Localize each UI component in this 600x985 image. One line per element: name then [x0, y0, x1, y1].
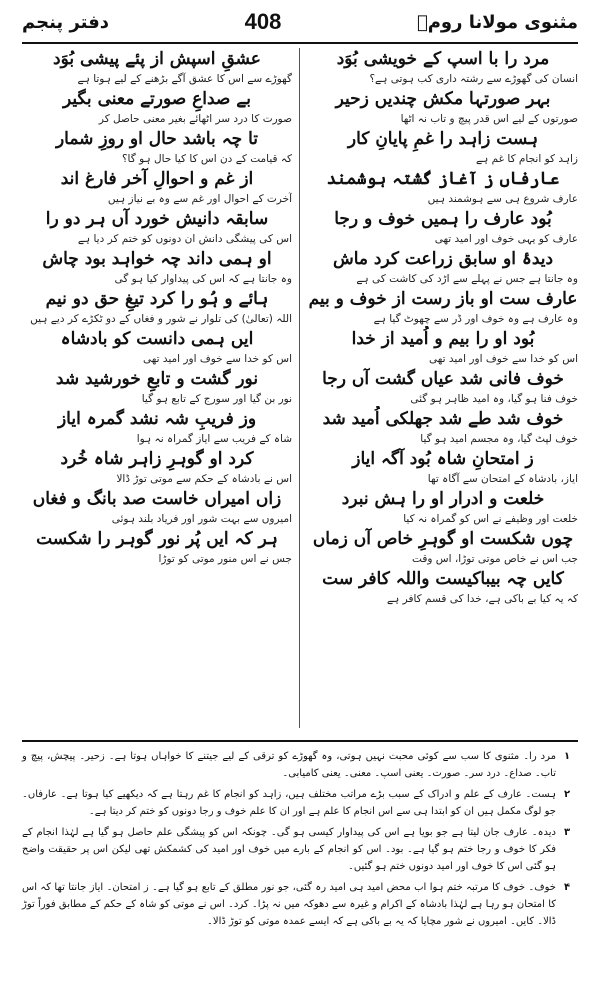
- verse-line: عشقِ اسپش از پئے پیشی بُوَد: [53, 49, 261, 69]
- footnote-number: ۱: [563, 751, 571, 762]
- page-number: 408: [244, 9, 282, 34]
- couplet: [308, 446, 578, 486]
- translation-line: وہ عارف ہے وہ خوف اور ڈر سے چھوٹ گیا ہے: [373, 313, 578, 325]
- verse-line: وز فریبِ شہ نشد گمرہ ایاز: [57, 409, 257, 429]
- couplet: [22, 446, 292, 486]
- translation-line: وہ جانتا ہے جس نے پہلے سے اڑد کی کاشت کی ہے: [356, 273, 578, 285]
- couplet: [308, 326, 578, 366]
- verse-line: زاں امیراں خاست صد بانگ و فغاں: [32, 489, 282, 509]
- couplet: [308, 126, 578, 166]
- verse-line: عارفاں ز آغاز گشتہ ہوشمند: [326, 169, 560, 189]
- footnote-number: ۳: [563, 827, 571, 838]
- couplet: [308, 206, 578, 246]
- couplet: [308, 86, 578, 126]
- verse-line: کرد او گوہرِ زاہر شاہ خُرد: [60, 449, 254, 469]
- translation-line: خلعت اور وظیفے نے اس کو گمراہ نہ کیا: [403, 513, 578, 525]
- couplet: [22, 366, 292, 406]
- verse-line: عارف ست او باز رست از خوف و بیم: [308, 289, 578, 309]
- verse-line: بُود او را بیم و اُمید از خدا: [351, 329, 535, 349]
- translation-line: گھوڑے سے اس کا عشق آگے بڑھنے کے لیے ہوتا ہے: [77, 73, 292, 85]
- translation-line: شاہ کے فریب سے ایاز گمراہ نہ ہوا: [136, 433, 292, 445]
- verse-line: کایں چہ بیباکیست واللہ کافر ست: [322, 569, 564, 589]
- translation-line: اللہ (تعالیٰ) کی تلوار نے شور و فغاں کے دو ٹکڑے کر دیے ہیں: [30, 313, 292, 325]
- footnote: [22, 786, 578, 820]
- couplet: [308, 566, 578, 606]
- translation-line: کہ یہ کیا بے باکی ہے، خدا کی قسم کافر ہے: [387, 593, 578, 605]
- footnotes: [22, 748, 578, 934]
- translation-line: صورت کا درد سر اٹھائے بغیر معنی حاصل کر: [98, 113, 292, 125]
- translation-line: امیروں سے بہت شور اور فریاد بلند ہوئی: [111, 513, 292, 525]
- couplet: [308, 246, 578, 286]
- verse-line: نور گشت و تابعِ خورشید شد: [55, 369, 259, 389]
- translation-line: انسان کی گھوڑے سے رشتہ داری کب ہوتی ہے؟: [369, 73, 578, 85]
- verse-line: ہائے و ہُو را کرد تیغِ حق دو نیم: [45, 289, 269, 309]
- couplet: [22, 406, 292, 446]
- translation-line: خوف لپٹ گیا، وہ مجسم امید ہو گیا: [420, 433, 578, 445]
- verse-line: بہر صورتہا مکش چندیں زحیر: [335, 89, 551, 109]
- translation-line: اس کو خدا سے خوف اور امید تھی: [143, 353, 292, 365]
- verse-line: چوں شکست او گوہرِ خاص آں زماں: [312, 529, 574, 549]
- footnote: [22, 879, 578, 930]
- footnote-text: خوف۔ خوف کا مرتبہ ختم ہوا اب محض امید ہی امید رہ گئی، جو نور مطلق کے تابع ہو گیا ہے۔ ز امتحان۔ ایاز جانتا تھا کہ اس کا امتحان ہو رہا ہے لہٰذا بادشاہ کے اکرام و غیرہ سے دھوکہ میں نہ پڑا۔ کرد۔ اس نے موتی کو شاہ کے حکم کے مطابق فوراً توڑ ڈالا۔ کایں۔ امیروں نے شور مچایا کہ یہ بے باکی ہے کہ ایسے عمدہ موتی کو توڑ ڈالا۔: [22, 882, 556, 927]
- verse-line: خلعت و ادرار او را ہش نبرد: [341, 489, 545, 509]
- translation-line: اس کو خدا سے خوف اور امید تھی: [429, 353, 578, 365]
- translation-line: آخرت کے احوال اور غم سے وہ بے نیاز ہیں: [107, 193, 292, 205]
- couplet: [308, 406, 578, 446]
- translation-line: عارف کو یہی خوف اور امید تھی: [434, 233, 578, 245]
- couplet: [22, 86, 292, 126]
- right-column: [308, 46, 578, 606]
- translation-line: ایاز، بادشاہ کے امتحان سے آگاہ تھا: [427, 473, 578, 485]
- couplet: [22, 286, 292, 326]
- couplet: [22, 326, 292, 366]
- footnote-rule: [22, 740, 578, 742]
- couplet: [22, 486, 292, 526]
- verse-line: مرد را با اسپ کے خویشی بُوَد: [336, 49, 550, 69]
- verse-line: از غم و احوالِ آخر فارغ اند: [60, 169, 254, 189]
- verse-line: دیدۂ او سابق زراعت کرد ماش: [332, 249, 554, 269]
- header-rule: [22, 42, 578, 44]
- verse-line: ایں ہمی دانست کو بادشاہ: [60, 329, 254, 349]
- footnote: [22, 824, 578, 875]
- verse-line: خوف شد طے شد جھلکی اُمید شد: [322, 409, 564, 429]
- translation-line: نور بن گیا اور سورج کے تابع ہو گیا: [141, 393, 292, 405]
- couplet: [308, 286, 578, 326]
- translation-line: جس نے اس منور موتی کو توڑا: [158, 553, 292, 565]
- translation-line: کہ قیامت کے دن اس کا کیا حال ہو گا؟: [121, 153, 292, 165]
- verse-line: سابقہ دانیش خورد آں ہر دو را: [45, 209, 269, 229]
- verse-line: خوف فانی شد عیاں گشت آں رجا: [322, 369, 564, 389]
- translation-line: وہ جانتا ہے کہ اس کی پیداوار کیا ہو گی: [114, 273, 292, 285]
- couplet: [22, 246, 292, 286]
- translation-line: اس کی پیشگی دانش ان دونوں کو ختم کر دیا ہے: [77, 233, 292, 245]
- verse-line: ہست زاہد را غمِ پایانِ کار: [347, 129, 539, 149]
- translation-line: زاہد کو انجام کا غم ہے: [475, 153, 578, 165]
- couplet: [308, 526, 578, 566]
- page-header: [22, 4, 578, 40]
- couplet: [22, 526, 292, 566]
- verse-line: بے صداعِ صورتے معنی بگیر: [63, 89, 251, 109]
- footnote-text: مرد را۔ مثنوی کا سب سے کوئی محبت نہیں ہوتی، وہ گھوڑے کو ترقی کے لیے جیتنے کا خواہاں ہوتا ہے۔ زحیر۔ پیچش، پیچ و تاب۔ صداع۔ درد سر۔ صورت۔ یعنی اسپ۔ معنی۔ یعنی کامیابی۔: [22, 751, 556, 779]
- footnote-text: دیدہ۔ عارف جان لیتا ہے جو بویا ہے اس کی پیداوار کیسی ہو گی۔ چونکہ اس کو پیشگی علم حاصل ہو گیا ہے لہٰذا انجام کے فکر کا خوف و رجا ختم ہو گیا ہے۔ بود۔ اس کو انجام کے بارے میں خوف اور امید کی کشمکش تھی لیکن اس پر حقیقت واضح ہو گئی اس کا خوف اور امید دونوں ختم ہو گئیں۔: [22, 827, 556, 872]
- translation-line: خوف فنا ہو گیا، وہ امید ظاہر ہو گئی: [410, 393, 578, 405]
- couplet: [308, 486, 578, 526]
- verse-line: ہر کہ ایں پُر نور گوہر را شکست: [36, 529, 278, 549]
- verse-line: او ہمی داند چہ خواہد بود چاش: [42, 249, 272, 269]
- footnote-text: ہست۔ عارف کے علم و ادراک کے سبب بڑے مراتب مختلف ہیں، زاہد کو انجام کا غم رہتا ہے کہ دیکھیے کیا ہوتا ہے۔ عارفاں۔ جو لوگ مکمل ہیں ان کو ابتدا ہی سے اس انجام کا علم ہے اور ان کا علم خوف و رجا دونوں کو ختم کر دیتا ہے۔: [22, 789, 556, 817]
- couplet: [308, 366, 578, 406]
- couplet: [22, 166, 292, 206]
- verse-line: ز امتحانِ شاہ بُود آگہ ایاز: [352, 449, 534, 469]
- translation-line: جب اس نے خاص موتی توڑا، اس وقت: [412, 553, 578, 565]
- translation-line: اس نے بادشاہ کے حکم سے موتی توڑ ڈالا: [116, 473, 292, 485]
- couplet: [22, 206, 292, 246]
- left-column: [22, 46, 292, 566]
- couplet: [22, 126, 292, 166]
- translation-line: صورتوں کے لیے اس قدر پیچ و تاب نہ اٹھا: [400, 113, 578, 125]
- couplet: [308, 46, 578, 86]
- translation-line: عارف شروع ہی سے ہوشمند ہیں: [427, 193, 578, 205]
- footnote-number: ۴: [563, 882, 571, 893]
- couplet: [308, 166, 578, 206]
- verse-line: تا چہ باشد حال او روزِ شمار: [55, 129, 259, 149]
- verse-line: بُود عارف را ہمیں خوف و رجا: [334, 209, 552, 229]
- couplet: [22, 46, 292, 86]
- footnote: [22, 748, 578, 782]
- footnote-number: ۲: [563, 789, 571, 800]
- book-title: مثنوی مولانا رومؒ: [416, 11, 578, 33]
- section-label: دفتر پنجم: [22, 11, 110, 33]
- column-divider: [299, 48, 300, 728]
